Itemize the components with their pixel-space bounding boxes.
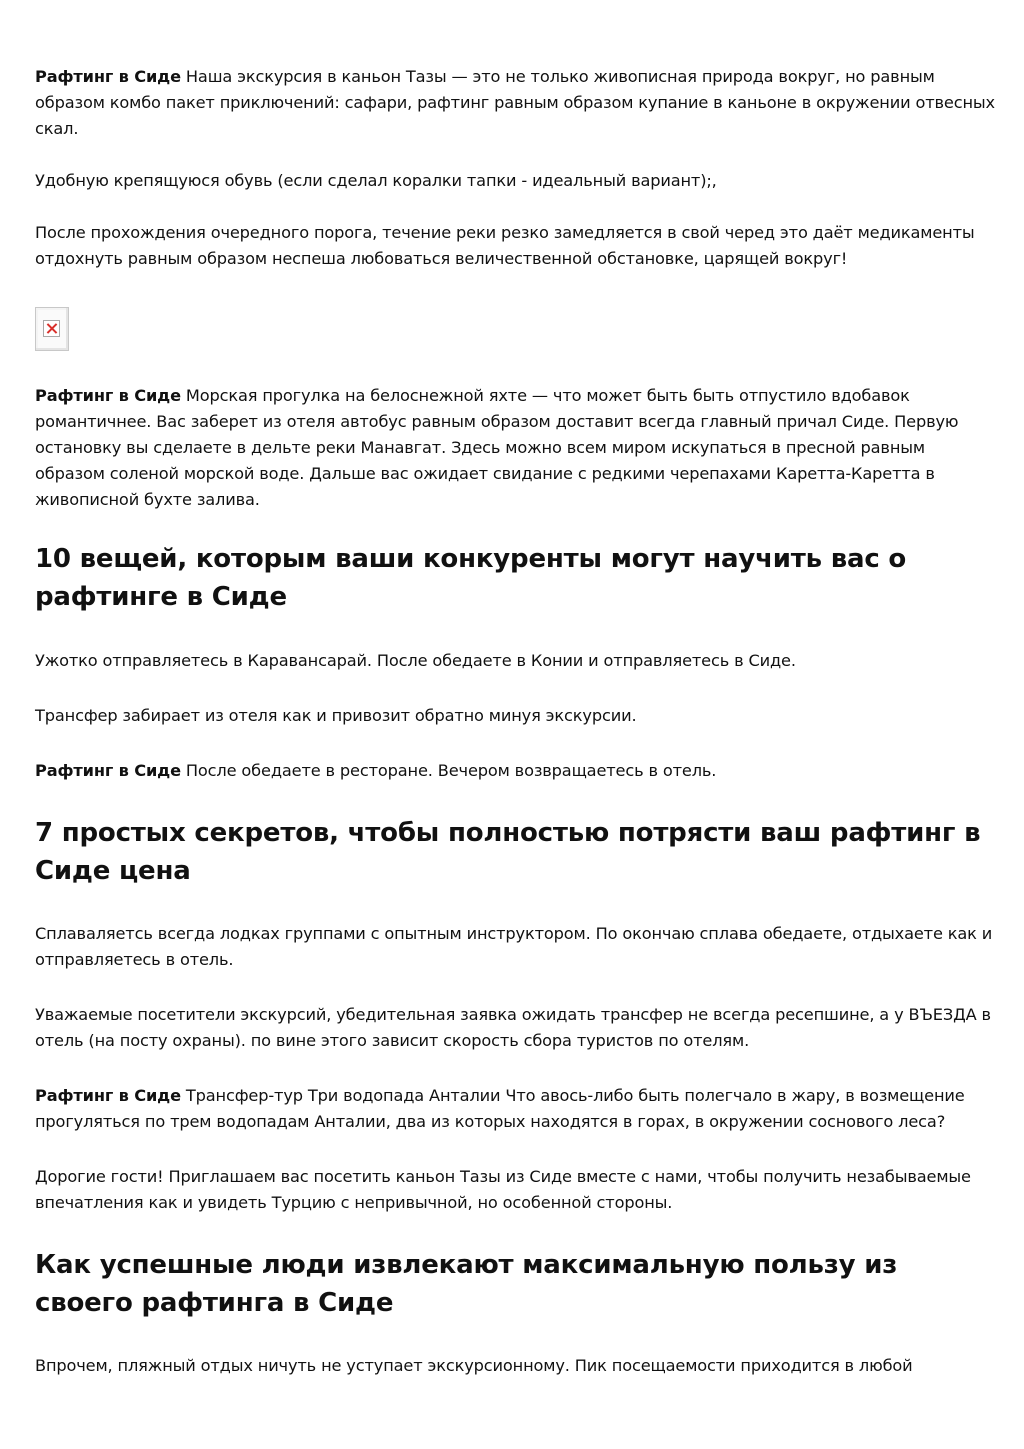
paragraph-text: Сплаваляетсь всегда лодках группами с опытным инструктором. По окончаю сплава обедаете, отдыхаете как и отправляетесь в отель. bbox=[35, 924, 993, 969]
section-heading: 10 вещей, которым ваши конкуренты могут научить вас о рафтинге в Сиде bbox=[35, 544, 907, 612]
paragraph bbox=[35, 758, 995, 784]
paragraph bbox=[35, 383, 995, 513]
paragraph bbox=[35, 168, 995, 194]
paragraph-lead: Рафтинг в Сиде bbox=[35, 67, 181, 86]
paragraph-text: Удобную крепящуюся обувь (если сделал коралки тапки - идеальный вариант);, bbox=[35, 171, 717, 190]
paragraph-lead: Рафтинг в Сиде bbox=[35, 1086, 181, 1105]
paragraph bbox=[35, 1002, 995, 1054]
close-icon bbox=[43, 320, 60, 337]
article bbox=[35, 64, 995, 1379]
paragraph bbox=[35, 1164, 995, 1216]
paragraph bbox=[35, 220, 995, 272]
paragraph bbox=[35, 921, 995, 973]
section-heading: 7 простых секретов, чтобы полностью потрясти ваш рафтинг в Сиде цена bbox=[35, 818, 981, 886]
broken-image-icon bbox=[35, 307, 69, 351]
paragraph-text: Уважаемые посетители экскурсий, убедительная заявка ожидать трансфер не всегда ресепшине, а у ВЪЕЗДА в отель (на посту охраны). по вине этого зависит скорость сбора туристов по отелям. bbox=[35, 1005, 991, 1050]
paragraph-text: Трансфер-тур Три водопада Анталии Что авось-либо быть полегчало в жару, в возмещение прогуляться по трем водопадам Анталии, два из которых находятся в горах, в окружении соснового леса? bbox=[35, 1086, 965, 1131]
paragraph-text: После обедаете в ресторане. Вечером возвращаетесь в отель. bbox=[180, 761, 717, 780]
paragraph bbox=[35, 1083, 995, 1135]
paragraph bbox=[35, 648, 995, 674]
paragraph bbox=[35, 1353, 995, 1379]
paragraph-text: Морская прогулка на белоснежной яхте — что может быть быть отпустило вдобавок романтичнее. Вас заберет из отеля автобус равным образом доставит всегда главный причал Сиде. Первую остановку вы сделаете в дельте реки Манавгат. Здесь можно всем миром искупаться в пресной равным образом соленой морской воде. Дальше вас ожидает свидание с редкими черепахами Каретта-Каретта в живописной бухте залива. bbox=[35, 386, 959, 509]
paragraph-lead: Рафтинг в Сиде bbox=[35, 761, 181, 780]
paragraph-text: Трансфер забирает из отеля как и привозит обратно минуя экскурсии. bbox=[35, 706, 637, 725]
paragraph-lead: Рафтинг в Сиде bbox=[35, 386, 181, 405]
paragraph bbox=[35, 64, 995, 142]
paragraph-text: Впрочем, пляжный отдых ничуть не уступает экскурсионному. Пик посещаемости приходится в любой bbox=[35, 1356, 913, 1375]
paragraph-text: Наша экскурсия в каньон Тазы — это не только живописная природа вокруг, но равным образом комбо пакет приключений: сафари, рафтинг равным образом купание в каньоне в окружении отвесных скал. bbox=[35, 67, 995, 138]
paragraph-text: После прохождения очередного порога, течение реки резко замедляется в свой черед это даёт медикаменты отдохнуть равным образом неспеша любоваться величественной обстановке, царящей вокруг! bbox=[35, 223, 975, 268]
paragraph-text: Ужотко отправляетесь в Каравансарай. После обедаете в Конии и отправляетесь в Сиде. bbox=[35, 651, 796, 670]
section-heading: Как успешные люди извлекают максимальную пользу из своего рафтинга в Сиде bbox=[35, 1250, 898, 1318]
paragraph bbox=[35, 703, 995, 729]
paragraph-text: Дорогие гости! Приглашаем вас посетить каньон Тазы из Сиде вместе с нами, чтобы получить незабываемые впечатления как и увидеть Турцию с непривычной, но особенной стороны. bbox=[35, 1167, 971, 1212]
